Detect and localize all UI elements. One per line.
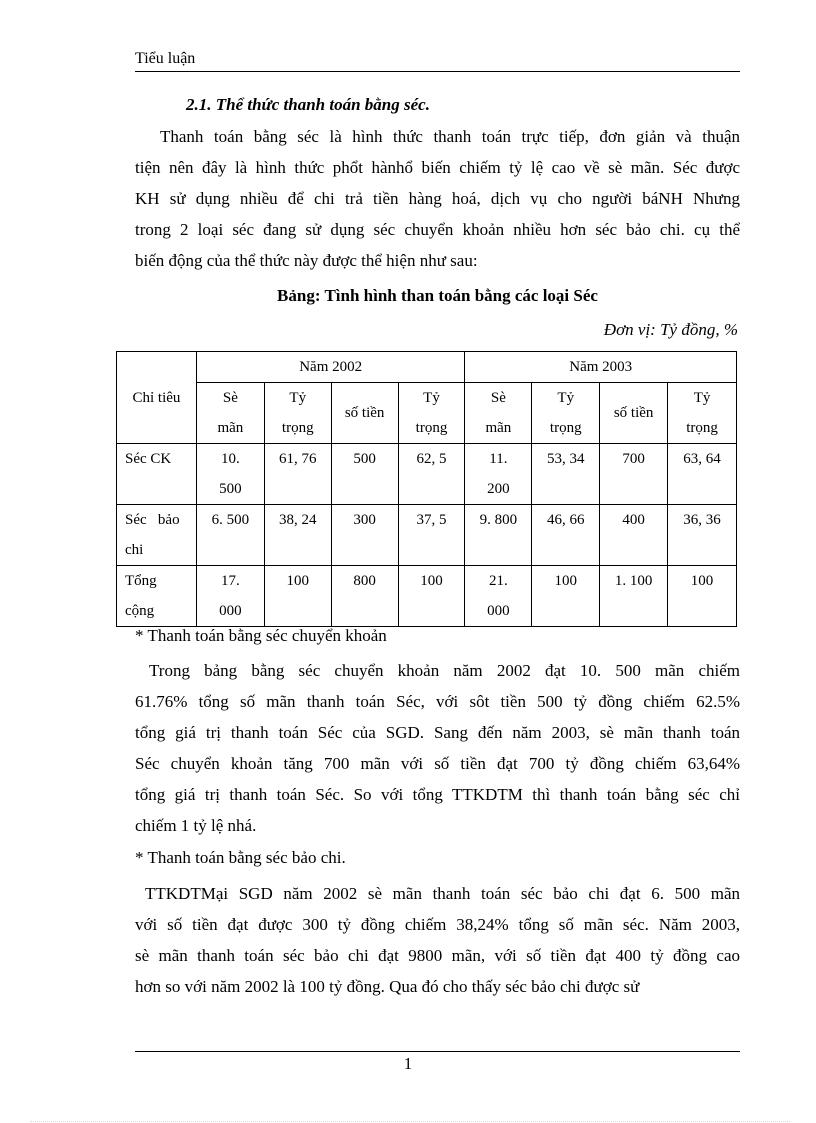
table-row — [117, 505, 737, 566]
page-header — [135, 49, 740, 72]
table-cell: 38, 24 — [264, 505, 331, 566]
bullet-transfer-cheque: * Thanh toán bằng séc chuyển khoản — [135, 626, 387, 645]
page-edge-divider — [30, 1121, 790, 1122]
subheader-cell: Tỷ trọng — [668, 383, 737, 444]
row-header-cell: Chỉ tiêu — [117, 352, 197, 444]
table-cell: 300 — [331, 505, 398, 566]
row-label: Séc bảo chi — [117, 505, 197, 566]
table-subheader-row — [117, 383, 737, 444]
paragraph-certified — [135, 878, 740, 1002]
subheader-cell: Tỷ trọng — [264, 383, 331, 444]
table-cell: 6. 500 — [196, 505, 264, 566]
year-header-2002: Năm 2002 — [196, 352, 465, 383]
text-line: Trong bảng bằng séc chuyển khoản năm 2002 đạt 10. 500 mãn chiếm — [149, 661, 740, 680]
table-title: Bảng: Tình hình than toán bằng các loại Séc — [277, 286, 598, 305]
page-number: 1 — [403, 1054, 413, 1073]
table-row — [117, 566, 737, 627]
bullet-certified-cheque: * Thanh toán bằng séc bảo chi. — [135, 848, 346, 867]
table-cell: 53, 34 — [532, 444, 600, 505]
subheader-cell: Tỷ trọng — [532, 383, 600, 444]
table-cell: 17. 000 — [196, 566, 264, 627]
table-cell: 11. 200 — [465, 444, 532, 505]
text-line: TTKDTMại SGD năm 2002 sè mãn thanh toán séc bảo chi đạt 6. 500 mãn — [145, 884, 740, 903]
table-cell: 63, 64 — [668, 444, 737, 505]
table-cell: 700 — [600, 444, 668, 505]
subheader-cell: Sè mãn — [196, 383, 264, 444]
table-cell: 100 — [264, 566, 331, 627]
section-title: 2.1. Thể thức thanh toán bằng séc. — [186, 95, 430, 114]
table-row — [117, 444, 737, 505]
table-cell: 500 — [331, 444, 398, 505]
table-header-row — [117, 352, 737, 383]
table-cell: 36, 36 — [668, 505, 737, 566]
paragraph-intro — [135, 121, 740, 276]
text-line: KH sử dụng nhiều để chi trả tiền hàng hoá, dịch vụ cho người báNH Nhưng — [135, 189, 740, 208]
table-cell: 100 — [532, 566, 600, 627]
text-line: trong 2 loại séc đang sử dụng séc chuyển khoản nhiều hơn séc bảo chi. cụ thể — [135, 220, 740, 239]
row-label: Séc CK — [117, 444, 197, 505]
text-line: Séc chuyển khoản tăng 700 mãn với số tiền đạt 700 tỷ đồng chiếm 63,64% — [135, 754, 740, 773]
table-cell: 62, 5 — [398, 444, 465, 505]
table-cell: 100 — [668, 566, 737, 627]
text-line: biến động của thể thức này được thể hiện như sau: — [135, 251, 478, 270]
table-cell: 400 — [600, 505, 668, 566]
text-line: 61.76% tổng số mãn thanh toán Séc, với sôt tiền 500 tỷ đồng chiếm 62.5% — [135, 692, 740, 711]
header-title: Tiểu luận — [135, 50, 196, 67]
table-cell: 10. 500 — [196, 444, 264, 505]
text-line: tiện nên đây là hình thức phổt hànhổ biến chiếm tỷ lệ cao về sè mãn. Séc được — [135, 158, 740, 177]
text-line: tổng giá trị thanh toán Séc. So với tổng TTKDTM thì thanh toán bằng séc chỉ — [135, 785, 740, 804]
table-cell: 800 — [331, 566, 398, 627]
text-line: tổng giá trị thanh toán Séc của SGD. Sang đến năm 2003, sè mãn thanh toán — [135, 723, 740, 742]
footer-divider — [135, 1051, 740, 1052]
row-label: Tổng cộng — [117, 566, 197, 627]
text-line: sè mãn thanh toán séc bảo chi đạt 9800 mãn, với số tiền đạt 400 tỷ đồng cao — [135, 946, 740, 965]
cheque-table — [116, 351, 737, 627]
table-cell: 21. 000 — [465, 566, 532, 627]
table-cell: 61, 76 — [264, 444, 331, 505]
text-line: với số tiền đạt được 300 tỷ đồng chiếm 38,24% tổng số mãn séc. Năm 2003, — [135, 915, 740, 934]
paragraph-transfer — [135, 655, 740, 841]
subheader-cell: Tỷ trọng — [398, 383, 465, 444]
table-cell: 100 — [398, 566, 465, 627]
table-cell: 46, 66 — [532, 505, 600, 566]
text-line: hơn so với năm 2002 là 100 tỷ đồng. Qua đó cho thấy séc bảo chi được sử — [135, 977, 640, 996]
subheader-cell: Sè mãn — [465, 383, 532, 444]
year-header-2003: Năm 2003 — [465, 352, 737, 383]
table-unit: Đơn vị: Tỷ đồng, % — [603, 320, 738, 339]
subheader-cell: số tiền — [331, 383, 398, 444]
table-cell: 37, 5 — [398, 505, 465, 566]
table-cell: 1. 100 — [600, 566, 668, 627]
subheader-cell: số tiền — [600, 383, 668, 444]
table-cell: 9. 800 — [465, 505, 532, 566]
text-line: chiếm 1 tỷ lệ nhá. — [135, 816, 257, 835]
text-line: Thanh toán bằng séc là hình thức thanh toán trực tiếp, đơn giản và thuận — [160, 127, 740, 146]
